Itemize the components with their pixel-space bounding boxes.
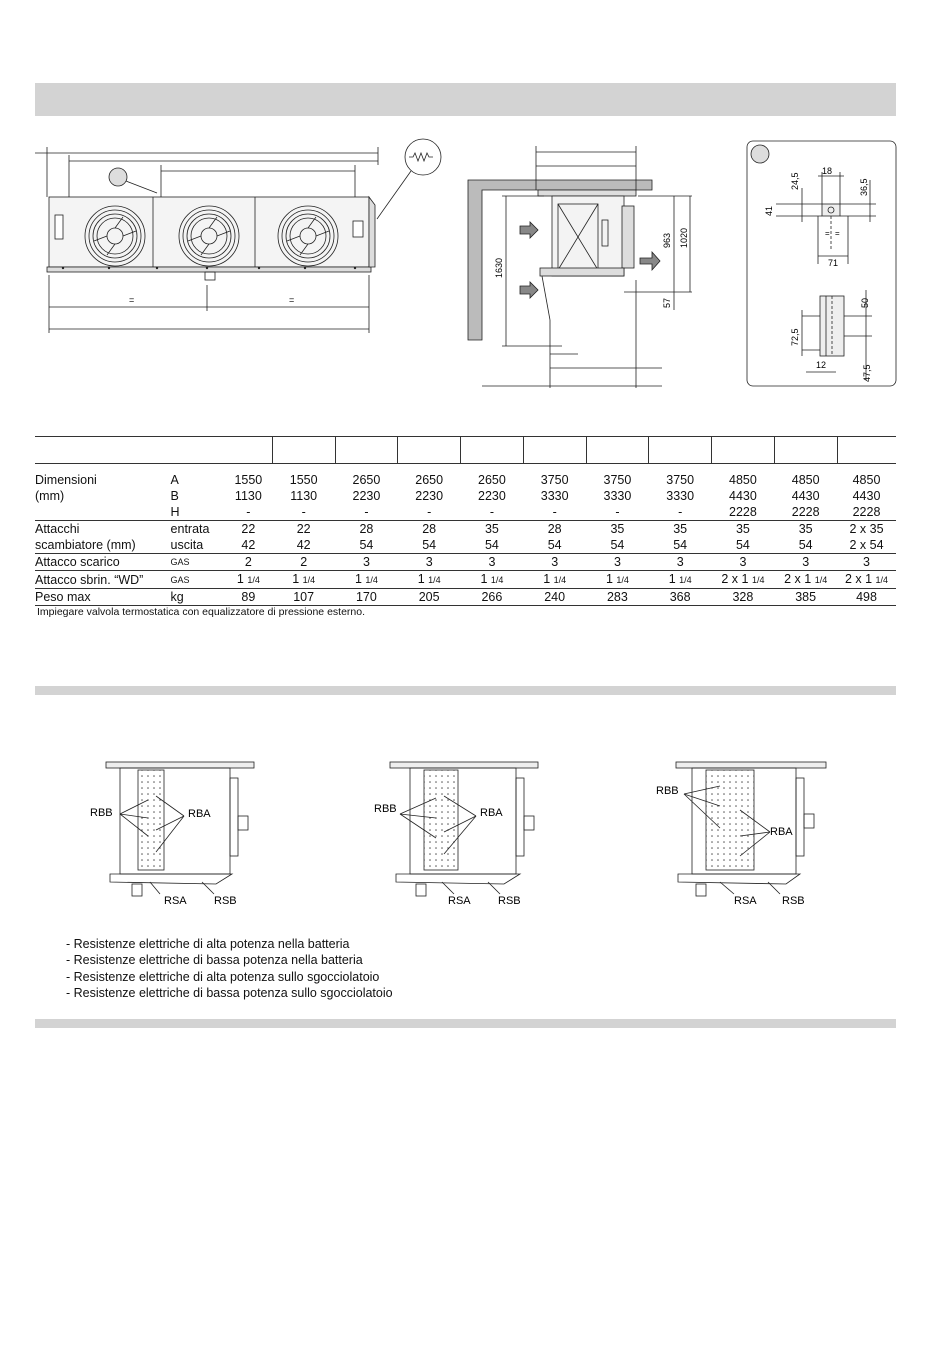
heater-label-rsb: RSB [498,895,521,907]
heater-label-rsb: RSB [782,895,805,907]
table-cell: 3750 [603,473,632,487]
table-cell: 89 [224,589,272,606]
table-cell: 3 [649,554,712,571]
legend-item: - Resistenze elettriche di bassa potenza nella batteria [66,952,393,968]
table-cell: 42 [272,537,335,554]
dim-1630: 1630 [494,257,504,278]
table-cell: - [272,504,335,521]
heater-label-rba: RBA [770,826,793,838]
table-cell: 3 [712,554,775,571]
row-label: Attacco scarico [35,554,169,571]
dim-36-5: 36,5 [859,178,869,196]
table-cell: 54 [774,537,837,554]
table-row [35,589,896,606]
table-cell: 28 [547,522,562,536]
table-cell: 1550 [289,473,318,487]
heater-label-rbb: RBB [656,785,679,797]
table-cell: 3750 [666,473,695,487]
table-row [35,488,896,504]
heater-label-rba: RBA [480,807,503,819]
table-cell: 2 x 1 1/4 [712,571,775,589]
table-cell: 1550 [234,473,263,487]
table-cell: - [335,504,398,521]
legend-item: - Resistenze elettriche di bassa potenza sullo sgocciolatoio [66,985,393,1001]
legend-item: - Resistenze elettriche di alta potenza sullo sgocciolatoio [66,969,393,985]
table-cell: 1 1/4 [335,571,398,589]
section-header-bar-3 [35,1019,896,1028]
table-header-row [35,437,896,464]
table-cell: 1 1/4 [649,571,712,589]
row-unit: GAS [169,554,225,571]
table-cell: - [224,504,272,521]
table-cell: 2 [224,554,272,571]
heater-label-rbb: RBB [374,803,397,815]
table-cell: 54 [586,537,649,554]
row-label: Dimensioni [35,473,97,487]
table-cell: 1 1/4 [461,571,524,589]
heater-label-rsa: RSA [164,895,187,907]
table-note: Impiegare valvola termostatica con equalizzatore di pressione esterno. [37,606,366,618]
table-cell: 4850 [852,473,881,487]
table-cell: 1 1/4 [224,571,272,589]
table-cell: 2228 [774,504,837,521]
table-cell: - [398,504,461,521]
eq-label-right: = [289,295,295,305]
row-unit: B [170,489,179,503]
table-cell: 205 [398,589,461,606]
table-row [35,504,896,521]
table-cell: 4850 [729,473,757,487]
table-cell: 4430 [852,489,881,503]
table-cell: 1130 [234,489,262,503]
heater-legend [66,936,393,1001]
dim-50: 50 [860,297,870,308]
row-label: Peso max [35,589,169,606]
eq-label-1: = [825,229,830,238]
table-cell: 2228 [837,504,896,521]
table-cell: 35 [798,522,813,536]
table-row [35,521,896,538]
side-view-drawing [462,140,694,392]
table-cell: 1 1/4 [523,571,586,589]
heater-label-rbb: RBB [90,807,113,819]
dim-71: 71 [828,258,839,268]
table-cell: 28 [359,522,374,536]
row-label [35,504,169,521]
table-cell: 2 x 35 [849,522,884,536]
table-cell: 54 [398,537,461,554]
table-cell: 42 [224,537,272,554]
table-cell: 4430 [791,489,820,503]
table-cell: 3 [335,554,398,571]
dim-18: 18 [822,166,833,176]
row-unit: GAS [169,571,225,589]
table-cell: 2650 [478,473,506,487]
table-cell: 3 [774,554,837,571]
dim-12: 12 [816,360,827,370]
dim-24-5: 24,5 [790,172,800,190]
table-cell: 54 [712,537,775,554]
table-cell: 2228 [712,504,775,521]
row-unit: uscita [169,537,225,554]
table-cell: 3330 [666,489,695,503]
table-cell: 498 [837,589,896,606]
table-cell: - [649,504,712,521]
heater-diagrams [80,756,840,912]
table-cell: 266 [461,589,524,606]
table-cell: 3 [461,554,524,571]
table-cell: 28 [422,522,437,536]
table-cell: 2 [272,554,335,571]
table-cell: 54 [335,537,398,554]
table-cell: 3 [586,554,649,571]
row-unit: entrata [170,522,210,536]
table-row [35,554,896,571]
heater-label-rba: RBA [188,808,211,820]
table-cell: 35 [673,522,688,536]
dim-963: 963 [662,232,672,248]
heater-label-rsa: RSA [734,895,757,907]
table-cell: 3330 [603,489,632,503]
table-cell: 22 [296,522,311,536]
table-cell: 22 [241,522,256,536]
row-unit: H [169,504,225,521]
table-cell: 3 [523,554,586,571]
dim-72-5: 72,5 [790,328,800,346]
legend-item: - Resistenze elettriche di alta potenza nella batteria [66,936,393,952]
section-header-bar-2 [35,686,896,695]
dim-41: 41 [764,205,774,216]
table-cell: 3750 [540,473,569,487]
front-view-drawing [33,135,453,345]
table-cell: - [461,504,524,521]
specification-table [35,436,896,606]
table-cell: 1130 [290,489,318,503]
detail-box-drawing [746,140,898,388]
row-label: scambiatore (mm) [35,537,169,554]
table-row [35,472,896,488]
table-cell: 35 [735,522,750,536]
table-cell: 35 [610,522,625,536]
table-cell: 4850 [791,473,820,487]
eq-label-2: = [835,229,840,238]
dim-47-5: 47,5 [862,364,872,382]
table-cell: 3 [398,554,461,571]
table-cell: 3 [837,554,896,571]
table-cell: - [586,504,649,521]
table-cell: 2 x 1 1/4 [774,571,837,589]
heater-label-rsb: RSB [214,895,237,907]
table-cell: 2230 [415,489,444,503]
row-label: Attacco sbrin. “WD” [35,571,169,589]
table-cell: 2650 [352,473,381,487]
row-unit: A [170,473,179,487]
eq-label-left: = [129,295,135,305]
table-cell: 54 [461,537,524,554]
table-cell: 283 [586,589,649,606]
table-cell: 1 1/4 [272,571,335,589]
table-cell: 2230 [352,489,381,503]
table-row [35,571,896,589]
table-cell: 170 [335,589,398,606]
table-cell: 2 x 54 [837,537,896,554]
table-cell: 107 [272,589,335,606]
row-label: Attacchi [35,522,80,536]
row-label: (mm) [35,489,65,503]
heater-label-rsa: RSA [448,895,471,907]
table-cell: 54 [523,537,586,554]
table-cell: 3330 [540,489,569,503]
table-cell: 2 x 1 1/4 [837,571,896,589]
table-cell: 1 1/4 [586,571,649,589]
table-cell: 328 [712,589,775,606]
dim-57: 57 [662,297,672,308]
row-unit: kg [169,589,225,606]
table-cell: 35 [484,522,499,536]
table-cell: 368 [649,589,712,606]
table-cell: 54 [649,537,712,554]
table-cell: 1 1/4 [398,571,461,589]
table-cell: 240 [523,589,586,606]
table-cell: - [523,504,586,521]
table-cell: 2230 [478,489,506,503]
table-row [35,537,896,554]
table-cell: 385 [774,589,837,606]
dim-1020: 1020 [679,227,689,248]
table-cell: 2650 [415,473,444,487]
table-cell: 4430 [729,489,757,503]
section-header-bar-1 [35,83,896,116]
